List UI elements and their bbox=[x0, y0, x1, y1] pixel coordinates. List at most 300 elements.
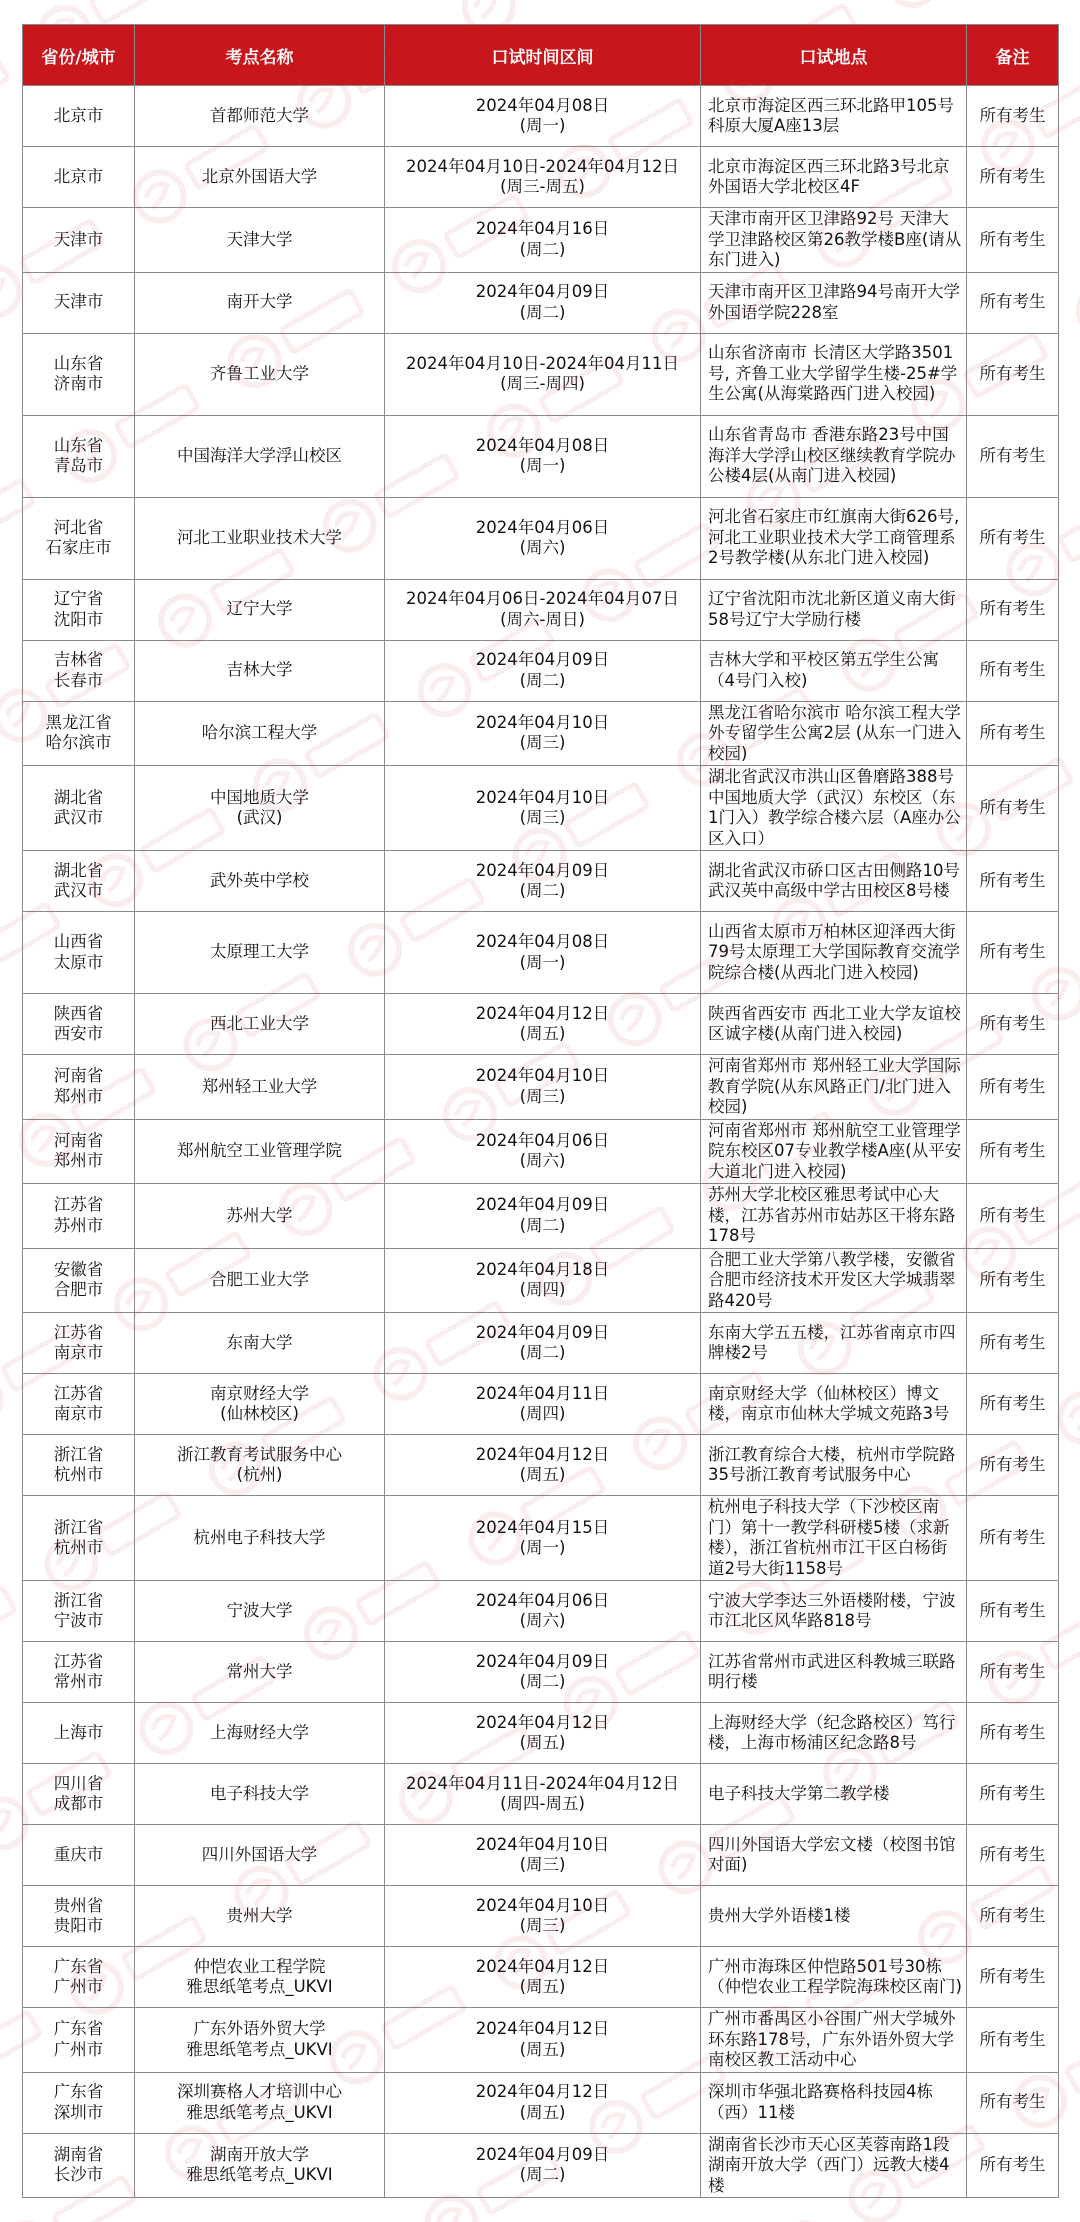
table-row bbox=[23, 208, 1059, 273]
cell-venue bbox=[135, 640, 385, 701]
cell-time bbox=[385, 1313, 701, 1374]
cell-time bbox=[385, 1886, 701, 1947]
cell-city bbox=[23, 1496, 135, 1581]
cell-address: 河南省郑州市 郑州航空工业管理学院东校区07专业教学楼A座(从平安大道北门进入校园) bbox=[701, 1119, 967, 1184]
cell-time bbox=[385, 208, 701, 273]
cell-city-line: 山西省 bbox=[53, 932, 104, 951]
cell-note: 所有考生 bbox=[967, 415, 1059, 497]
cell-address: 湖北省武汉市硚口区古田侧路10号武汉英中高级中学古田校区8号楼 bbox=[701, 851, 967, 912]
cell-venue-line: 武外英中学校 bbox=[210, 870, 309, 890]
cell-city-line: 哈尔滨市 bbox=[45, 733, 112, 753]
cell-city bbox=[23, 1119, 135, 1184]
cell-note: 所有考生 bbox=[967, 1496, 1059, 1581]
cell-note: 所有考生 bbox=[967, 2072, 1059, 2133]
cell-time bbox=[385, 1703, 701, 1764]
cell-time bbox=[385, 1947, 701, 2008]
cell-note: 所有考生 bbox=[967, 333, 1059, 415]
cell-time-line: 2024年04月09日 bbox=[475, 2144, 610, 2164]
cell-city-line: 沈阳市 bbox=[53, 609, 104, 629]
cell-time-line: 2024年04月06日 bbox=[475, 517, 610, 537]
cell-time-line: 2024年04月12日 bbox=[475, 1003, 610, 1023]
cell-city bbox=[23, 1184, 135, 1249]
cell-time bbox=[385, 1248, 701, 1313]
cell-venue-line: 郑州航空工业管理学院 bbox=[177, 1141, 342, 1160]
cell-venue bbox=[135, 86, 385, 147]
cell-time-line: (周三) bbox=[519, 1916, 566, 1935]
cell-city bbox=[23, 1581, 135, 1642]
cell-city-line: 郑州市 bbox=[53, 1086, 104, 1106]
table-row bbox=[23, 912, 1059, 994]
table-row bbox=[23, 2008, 1059, 2073]
cell-venue bbox=[135, 1642, 385, 1703]
cell-city-line: 杭州市 bbox=[53, 1465, 104, 1484]
cell-time bbox=[385, 86, 701, 147]
cell-address: 山东省青岛市 香港东路23号中国海洋大学浮山校区继续教育学院办公楼4层(从南门进入校园) bbox=[701, 415, 967, 497]
table-row bbox=[23, 272, 1059, 333]
cell-venue bbox=[135, 147, 385, 208]
cell-venue-line: 辽宁大学 bbox=[226, 599, 293, 619]
cell-venue bbox=[135, 333, 385, 415]
header-venue: 考点名称 bbox=[135, 25, 385, 86]
cell-time-line: 2024年04月16日 bbox=[475, 219, 610, 239]
exam-venue-table-container bbox=[22, 24, 1058, 2198]
cell-note: 所有考生 bbox=[967, 1703, 1059, 1764]
cell-city bbox=[23, 701, 135, 766]
cell-time bbox=[385, 912, 701, 994]
cell-city bbox=[23, 1703, 135, 1764]
cell-venue-line: 苏州大学 bbox=[226, 1205, 293, 1225]
cell-address: 四川外国语大学宏文楼（校图书馆对面) bbox=[701, 1825, 967, 1886]
cell-time-line: (周二) bbox=[519, 302, 566, 322]
cell-city bbox=[23, 1055, 135, 1120]
cell-venue bbox=[135, 912, 385, 994]
cell-venue-line: 西北工业大学 bbox=[210, 1013, 309, 1033]
cell-time-line: 2024年04月08日 bbox=[475, 95, 610, 115]
cell-note: 所有考生 bbox=[967, 2133, 1059, 2198]
cell-time-line: (周六) bbox=[519, 1611, 566, 1630]
cell-address: 天津市南开区卫津路92号 天津大学卫津路校区第26教学楼B座(请从东门进入) bbox=[701, 208, 967, 273]
cell-city bbox=[23, 1374, 135, 1435]
cell-time-line: 2024年04月12日 bbox=[475, 1712, 610, 1732]
cell-note: 所有考生 bbox=[967, 994, 1059, 1055]
cell-city bbox=[23, 579, 135, 640]
cell-time-line: (周六-周日) bbox=[500, 609, 585, 629]
cell-address: 北京市海淀区西三环北路3号北京外国语大学北校区4F bbox=[701, 147, 967, 208]
cell-time bbox=[385, 640, 701, 701]
table-row bbox=[23, 701, 1059, 766]
cell-time-line: (周五) bbox=[519, 2102, 566, 2122]
cell-time-line: (周一) bbox=[519, 116, 566, 135]
header-note: 备注 bbox=[967, 25, 1059, 86]
cell-city-line: 贵阳市 bbox=[53, 1916, 104, 1935]
cell-venue bbox=[135, 1496, 385, 1581]
cell-city bbox=[23, 1313, 135, 1374]
cell-time bbox=[385, 1184, 701, 1249]
cell-venue bbox=[135, 208, 385, 273]
cell-venue bbox=[135, 994, 385, 1055]
cell-time-line: 2024年04月18日 bbox=[475, 1259, 610, 1279]
cell-address: 浙江教育综合大楼，杭州市学院路35号浙江教育考试服务中心 bbox=[701, 1435, 967, 1496]
cell-time bbox=[385, 1581, 701, 1642]
cell-time-line: 2024年04月12日 bbox=[475, 2082, 610, 2101]
table-row bbox=[23, 851, 1059, 912]
cell-time-line: 2024年04月10日 bbox=[475, 1066, 610, 1086]
cell-city bbox=[23, 333, 135, 415]
cell-city-line: 石家庄市 bbox=[45, 538, 112, 557]
cell-time-line: 2024年04月09日 bbox=[475, 650, 610, 669]
cell-time-line: 2024年04月09日 bbox=[475, 860, 610, 880]
cell-time bbox=[385, 851, 701, 912]
cell-address: 贵州大学外语楼1楼 bbox=[701, 1886, 967, 1947]
table-row bbox=[23, 1184, 1059, 1249]
cell-venue-line: 雅思纸笔考点_UKVI bbox=[186, 2165, 333, 2185]
cell-note: 所有考生 bbox=[967, 1435, 1059, 1496]
cell-venue bbox=[135, 2072, 385, 2133]
cell-time-line: (周五) bbox=[519, 1024, 566, 1043]
cell-time-line: 2024年04月10日 bbox=[475, 1895, 610, 1915]
table-header-row bbox=[23, 25, 1059, 86]
cell-venue bbox=[135, 579, 385, 640]
cell-city-line: 浙江省 bbox=[53, 1590, 104, 1610]
cell-city-line: 浙江省 bbox=[53, 1517, 104, 1537]
cell-venue-line: 四川外国语大学 bbox=[201, 1844, 318, 1864]
cell-note: 所有考生 bbox=[967, 1581, 1059, 1642]
cell-venue bbox=[135, 1248, 385, 1313]
cell-time-line: (周六) bbox=[519, 538, 566, 557]
cell-time bbox=[385, 994, 701, 1055]
cell-city-line: 上海市 bbox=[53, 1722, 104, 1742]
cell-note: 所有考生 bbox=[967, 1313, 1059, 1374]
cell-time-line: 2024年04月10日-2024年04月12日 bbox=[406, 156, 679, 176]
table-row bbox=[23, 1886, 1059, 1947]
cell-time bbox=[385, 1055, 701, 1120]
cell-city-line: 济南市 bbox=[53, 374, 104, 393]
cell-time bbox=[385, 701, 701, 766]
table-row bbox=[23, 1581, 1059, 1642]
cell-city-line: 广东省 bbox=[53, 2019, 104, 2039]
cell-note: 所有考生 bbox=[967, 912, 1059, 994]
cell-time bbox=[385, 1374, 701, 1435]
cell-note: 所有考生 bbox=[967, 1374, 1059, 1435]
cell-time bbox=[385, 147, 701, 208]
cell-time-line: 2024年04月10日 bbox=[475, 1834, 610, 1854]
cell-time-line: (周五) bbox=[519, 1733, 566, 1752]
table-row bbox=[23, 147, 1059, 208]
cell-address: 江苏省常州市武进区科教城三联路明行楼 bbox=[701, 1642, 967, 1703]
cell-city-line: 常州市 bbox=[53, 1672, 104, 1691]
cell-venue bbox=[135, 1581, 385, 1642]
cell-venue bbox=[135, 766, 385, 851]
cell-time-line: (周三-周五) bbox=[500, 177, 585, 196]
cell-venue bbox=[135, 701, 385, 766]
cell-time-line: 2024年04月15日 bbox=[475, 1517, 610, 1537]
cell-time-line: (周五) bbox=[519, 1977, 566, 1996]
cell-city-line: 深圳市 bbox=[53, 2102, 104, 2122]
cell-time-line: 2024年04月10日 bbox=[475, 712, 610, 732]
table-row bbox=[23, 2133, 1059, 2198]
table-row bbox=[23, 579, 1059, 640]
cell-venue-line: 吉林大学 bbox=[226, 660, 293, 680]
table-row bbox=[23, 766, 1059, 851]
cell-city-line: 山东省 bbox=[53, 435, 104, 455]
cell-time-line: 2024年04月06日 bbox=[475, 1130, 610, 1150]
cell-time bbox=[385, 1496, 701, 1581]
cell-venue-line: (仙林校区) bbox=[220, 1404, 299, 1423]
cell-venue-line: 哈尔滨工程大学 bbox=[201, 723, 318, 742]
cell-time-line: (周二) bbox=[519, 1343, 566, 1362]
cell-city-line: 河南省 bbox=[53, 1130, 104, 1150]
cell-city-line: 长沙市 bbox=[53, 2165, 104, 2185]
cell-venue-line: 雅思纸笔考点_UKVI bbox=[186, 2102, 333, 2122]
cell-time-line: (周四-周五) bbox=[500, 1794, 585, 1813]
cell-city-line: 黑龙江省 bbox=[45, 712, 112, 732]
cell-city-line: 广东省 bbox=[53, 2082, 104, 2101]
cell-city bbox=[23, 415, 135, 497]
cell-address: 山西省太原市万柏林区迎泽西大街79号太原理工大学国际教育交流学院综合楼(从西北门进入校园) bbox=[701, 912, 967, 994]
cell-city bbox=[23, 640, 135, 701]
cell-address: 南京财经大学（仙林校区）博文楼，南京市仙林大学城文苑路3号 bbox=[701, 1374, 967, 1435]
table-row bbox=[23, 1825, 1059, 1886]
cell-time-line: (周五) bbox=[519, 1465, 566, 1484]
cell-address: 上海财经大学（纪念路校区）笃行楼，上海市杨浦区纪念路8号 bbox=[701, 1703, 967, 1764]
cell-venue-line: 雅思纸笔考点_UKVI bbox=[186, 1977, 333, 1996]
cell-venue-line: 首都师范大学 bbox=[210, 105, 309, 125]
cell-city-line: 江苏省 bbox=[53, 1195, 104, 1215]
cell-time-line: 2024年04月11日-2024年04月12日 bbox=[406, 1773, 679, 1793]
cell-venue-line: 中国地质大学 bbox=[210, 787, 309, 807]
cell-city-line: 合肥市 bbox=[53, 1280, 104, 1300]
cell-city-line: 河南省 bbox=[53, 1066, 104, 1086]
cell-venue bbox=[135, 1184, 385, 1249]
table-row bbox=[23, 1764, 1059, 1825]
cell-venue-line: 合肥工业大学 bbox=[210, 1270, 309, 1289]
table-row bbox=[23, 1248, 1059, 1313]
cell-note: 所有考生 bbox=[967, 1825, 1059, 1886]
cell-address: 辽宁省沈阳市沈北新区道义南大街58号辽宁大学励行楼 bbox=[701, 579, 967, 640]
cell-venue-line: 浙江教育考试服务中心 bbox=[177, 1444, 342, 1464]
cell-note: 所有考生 bbox=[967, 1886, 1059, 1947]
cell-address: 宁波大学李达三外语楼附楼，宁波市江北区风华路818号 bbox=[701, 1581, 967, 1642]
cell-venue-line: 贵州大学 bbox=[226, 1905, 293, 1925]
cell-time-line: (周三) bbox=[519, 733, 566, 753]
cell-city-line: 辽宁省 bbox=[53, 589, 104, 608]
cell-city-line: 陕西省 bbox=[53, 1003, 104, 1023]
cell-venue-line: 中国海洋大学浮山校区 bbox=[177, 445, 342, 465]
cell-note: 所有考生 bbox=[967, 1764, 1059, 1825]
cell-city-line: 江苏省 bbox=[53, 1322, 104, 1342]
cell-city bbox=[23, 272, 135, 333]
cell-time-line: 2024年04月11日 bbox=[475, 1383, 610, 1403]
cell-venue-line: 上海财经大学 bbox=[210, 1722, 309, 1742]
cell-venue bbox=[135, 1313, 385, 1374]
cell-time-line: 2024年04月10日 bbox=[475, 787, 610, 807]
cell-note: 所有考生 bbox=[967, 1055, 1059, 1120]
cell-time-line: 2024年04月08日 bbox=[475, 435, 610, 455]
cell-note: 所有考生 bbox=[967, 1184, 1059, 1249]
cell-time bbox=[385, 333, 701, 415]
cell-city-line: 江苏省 bbox=[53, 1651, 104, 1671]
cell-note: 所有考生 bbox=[967, 208, 1059, 273]
cell-address: 湖南省长沙市天心区芙蓉南路1段湖南开放大学（西门）远教大楼4楼 bbox=[701, 2133, 967, 2198]
cell-city-line: 郑州市 bbox=[53, 1151, 104, 1171]
cell-city-line: 山东省 bbox=[53, 353, 104, 373]
cell-city bbox=[23, 1764, 135, 1825]
cell-venue-line: (武汉) bbox=[236, 808, 283, 827]
cell-venue-line: 南开大学 bbox=[226, 292, 293, 312]
cell-city bbox=[23, 497, 135, 579]
cell-time-line: (周二) bbox=[519, 1672, 566, 1691]
cell-note: 所有考生 bbox=[967, 86, 1059, 147]
cell-city-line: 江苏省 bbox=[53, 1383, 104, 1403]
cell-venue bbox=[135, 1886, 385, 1947]
cell-time-line: 2024年04月12日 bbox=[475, 1444, 610, 1464]
cell-city bbox=[23, 1825, 135, 1886]
cell-note: 所有考生 bbox=[967, 579, 1059, 640]
cell-address: 广州市番禺区小谷围广州大学城外环东路178号，广东外语外贸大学南校区教工活动中心 bbox=[701, 2008, 967, 2073]
cell-venue-line: 常州大学 bbox=[226, 1661, 293, 1681]
cell-address: 河南省郑州市 郑州轻工业大学国际教育学院(从东风路正门/北门进入校园) bbox=[701, 1055, 967, 1120]
cell-venue bbox=[135, 272, 385, 333]
cell-time-line: 2024年04月09日 bbox=[475, 282, 610, 301]
cell-venue bbox=[135, 497, 385, 579]
cell-time-line: (周六) bbox=[519, 1151, 566, 1171]
cell-venue bbox=[135, 1435, 385, 1496]
table-row bbox=[23, 1435, 1059, 1496]
cell-venue-line: 湖南开放大学 bbox=[210, 2144, 309, 2164]
cell-time-line: (周三) bbox=[519, 808, 566, 827]
cell-city-line: 南京市 bbox=[53, 1404, 104, 1423]
cell-city-line: 成都市 bbox=[53, 1794, 104, 1813]
cell-venue-line: 宁波大学 bbox=[226, 1600, 293, 1620]
cell-note: 所有考生 bbox=[967, 272, 1059, 333]
cell-time-line: 2024年04月09日 bbox=[475, 1651, 610, 1671]
cell-time-line: (周一) bbox=[519, 952, 566, 972]
table-row bbox=[23, 1055, 1059, 1120]
cell-city-line: 广州市 bbox=[53, 2039, 104, 2059]
cell-time-line: (周二) bbox=[519, 1215, 566, 1235]
cell-time-line: 2024年04月09日 bbox=[475, 1322, 610, 1342]
cell-time-line: (周三) bbox=[519, 1086, 566, 1106]
cell-address: 电子科技大学第二教学楼 bbox=[701, 1764, 967, 1825]
cell-time bbox=[385, 1642, 701, 1703]
cell-venue bbox=[135, 1764, 385, 1825]
cell-time-line: 2024年04月06日-2024年04月07日 bbox=[406, 589, 679, 608]
cell-venue-line: 南京财经大学 bbox=[210, 1383, 309, 1403]
cell-time bbox=[385, 2133, 701, 2198]
header-city: 省份/城市 bbox=[23, 25, 135, 86]
cell-city bbox=[23, 147, 135, 208]
cell-time-line: (周二) bbox=[519, 670, 566, 690]
table-row bbox=[23, 1642, 1059, 1703]
cell-city-line: 天津市 bbox=[53, 229, 104, 249]
cell-time-line: (周二) bbox=[519, 881, 566, 900]
cell-city bbox=[23, 766, 135, 851]
cell-note: 所有考生 bbox=[967, 2008, 1059, 2073]
cell-venue bbox=[135, 1055, 385, 1120]
cell-city-line: 南京市 bbox=[53, 1343, 104, 1362]
cell-note: 所有考生 bbox=[967, 640, 1059, 701]
cell-time-line: (周四) bbox=[519, 1280, 566, 1300]
cell-time bbox=[385, 1825, 701, 1886]
cell-city-line: 西安市 bbox=[53, 1024, 104, 1043]
cell-time-line: 2024年04月08日 bbox=[475, 932, 610, 951]
cell-city-line: 武汉市 bbox=[53, 808, 104, 827]
cell-city-line: 吉林省 bbox=[53, 650, 104, 669]
cell-note: 所有考生 bbox=[967, 766, 1059, 851]
cell-venue-line: 天津大学 bbox=[226, 229, 293, 249]
cell-venue-line: 仲恺农业工程学院 bbox=[193, 1956, 326, 1976]
cell-venue-line: 东南大学 bbox=[226, 1332, 293, 1352]
cell-venue-line: 齐鲁工业大学 bbox=[210, 363, 309, 383]
cell-city bbox=[23, 851, 135, 912]
cell-city bbox=[23, 1947, 135, 2008]
cell-city-line: 湖北省 bbox=[53, 787, 104, 807]
cell-venue-line: 河北工业职业技术大学 bbox=[177, 527, 342, 547]
cell-time bbox=[385, 1119, 701, 1184]
cell-city bbox=[23, 1886, 135, 1947]
cell-note: 所有考生 bbox=[967, 497, 1059, 579]
cell-city-line: 苏州市 bbox=[53, 1215, 104, 1235]
cell-city-line: 青岛市 bbox=[53, 456, 104, 475]
cell-address: 吉林大学和平校区第五学生公寓（4号门入校) bbox=[701, 640, 967, 701]
cell-note: 所有考生 bbox=[967, 701, 1059, 766]
cell-time bbox=[385, 2072, 701, 2133]
cell-address: 北京市海淀区西三环北路甲105号科原大厦A座13层 bbox=[701, 86, 967, 147]
exam-venue-table bbox=[22, 24, 1059, 2198]
cell-time bbox=[385, 766, 701, 851]
cell-time bbox=[385, 272, 701, 333]
cell-city-line: 宁波市 bbox=[53, 1611, 104, 1630]
cell-time bbox=[385, 579, 701, 640]
table-row bbox=[23, 2072, 1059, 2133]
cell-address: 山东省济南市 长清区大学路3501号, 齐鲁工业大学留学生楼-25#学生公寓(从海棠路西门进入校园) bbox=[701, 333, 967, 415]
cell-venue-line: 郑州轻工业大学 bbox=[201, 1076, 318, 1096]
cell-address: 河北省石家庄市红旗南大街626号,河北工业职业技术大学工商管理系2号教学楼(从东北门进入校园) bbox=[701, 497, 967, 579]
cell-city-line: 四川省 bbox=[53, 1773, 104, 1793]
cell-venue bbox=[135, 1947, 385, 2008]
cell-time bbox=[385, 1764, 701, 1825]
table-row bbox=[23, 1119, 1059, 1184]
cell-city-line: 湖南省 bbox=[53, 2144, 104, 2164]
cell-city bbox=[23, 2133, 135, 2198]
cell-city-line: 杭州市 bbox=[53, 1538, 104, 1557]
cell-address: 杭州电子科技大学（下沙校区南门）第十一教学科研楼5楼（求新楼），浙江省杭州市江干区白杨街道2号大街1158号 bbox=[701, 1496, 967, 1581]
table-row bbox=[23, 640, 1059, 701]
table-row bbox=[23, 415, 1059, 497]
cell-note: 所有考生 bbox=[967, 1119, 1059, 1184]
cell-time-line: 2024年04月06日 bbox=[475, 1590, 610, 1610]
cell-note: 所有考生 bbox=[967, 1642, 1059, 1703]
cell-time-line: 2024年04月12日 bbox=[475, 1956, 610, 1976]
cell-city bbox=[23, 86, 135, 147]
cell-address: 黑龙江省哈尔滨市 哈尔滨工程大学外专留学生公寓2层 (从东一门进入校园) bbox=[701, 701, 967, 766]
table-row bbox=[23, 1374, 1059, 1435]
cell-city bbox=[23, 912, 135, 994]
table-row bbox=[23, 1496, 1059, 1581]
cell-address: 天津市南开区卫津路94号南开大学外国语学院228室 bbox=[701, 272, 967, 333]
table-row bbox=[23, 1703, 1059, 1764]
cell-venue-line: 深圳赛格人才培训中心 bbox=[177, 2082, 342, 2101]
cell-address: 湖北省武汉市洪山区鲁磨路388号中国地质大学（武汉）东校区（东1门入）教学综合楼六层（A座办公区入口） bbox=[701, 766, 967, 851]
cell-time-line: (周一) bbox=[519, 1538, 566, 1557]
cell-address: 合肥工业大学第八教学楼，安徽省合肥市经济技术开发区大学城翡翠路420号 bbox=[701, 1248, 967, 1313]
cell-venue bbox=[135, 1825, 385, 1886]
cell-time-line: (周五) bbox=[519, 2039, 566, 2059]
cell-venue bbox=[135, 415, 385, 497]
cell-city-line: 河北省 bbox=[53, 517, 104, 537]
cell-venue-line: 太原理工大学 bbox=[210, 942, 309, 962]
cell-time-line: (周二) bbox=[519, 2165, 566, 2185]
